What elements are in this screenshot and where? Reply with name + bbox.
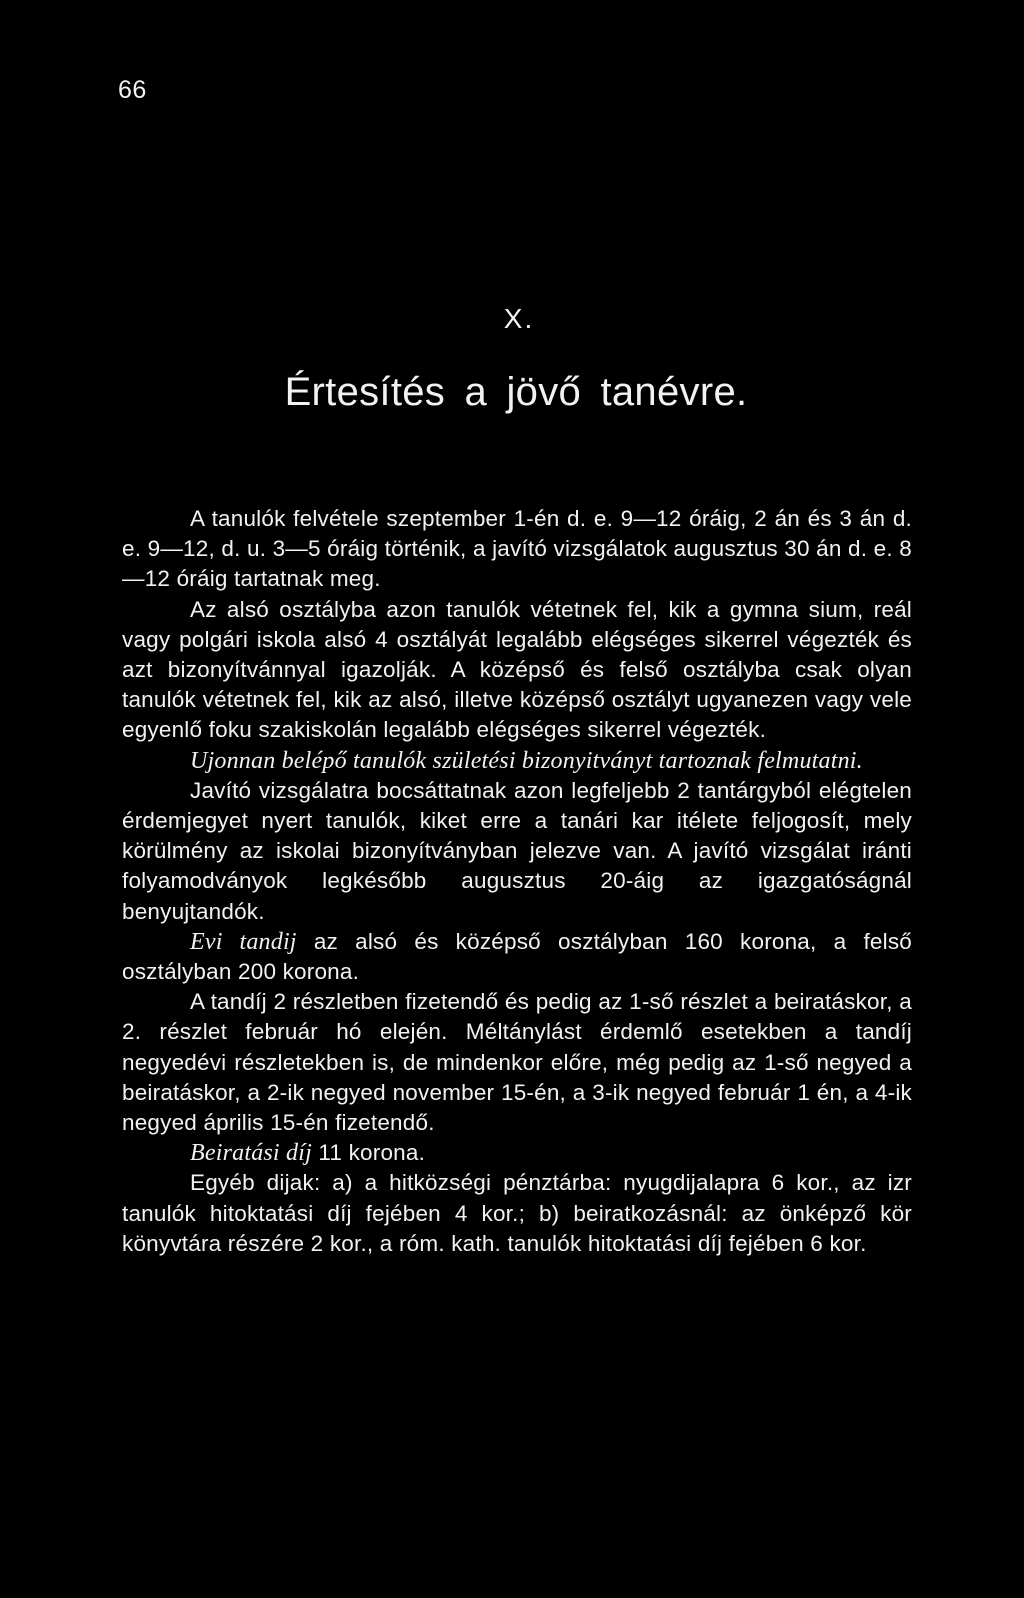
- section-number: X.: [503, 303, 535, 334]
- emphasis-enrollment-fee: Beiratási díj: [190, 1140, 312, 1167]
- page-title: Értesítés a jövő tanévre.: [284, 370, 748, 414]
- paragraph-admission-dates: A tanulók felvétele szeptember 1-én d. e. 9—12 óráig, 2 án és 3 án d. e. 9—12, d. u. 3—5 óráig történik, a javító vizsgálatok augusztus 30 án d. e. 8—12 óráig tartatnak meg.: [122, 506, 913, 592]
- paragraph-enrollment-fee: Beiratási díj 11 korona.: [190, 1140, 426, 1167]
- paragraph-other-fees: Egyéb dijak: a) a hitközségi pénztárba: nyugdijalapra 6 kor., az izr tanulók hitoktatási díj fejében 4 kor.; b) beiratkozásnál: az önképző kör könyvtára részére 2 kor., a róm. kath. tanulók hitoktatási díj fejében 6 kor.: [122, 1170, 912, 1256]
- page-number: 66: [118, 76, 147, 104]
- paragraph-annual-tuition: Evi tandij az alsó és középső osztályban 160 korona, a felső osztályban 200 korona.: [122, 928, 913, 985]
- paragraph-birth-certificate: [122, 746, 912, 776]
- emphasis-birth-certificate: Ujonnan belépő tanulók születési bizonyitványt tartoznak felmutatni.: [190, 747, 863, 774]
- paragraph-admission-requirements: Az alsó osztályba azon tanulók vétetnek fel, kik a gymna sium, reál vagy polgári iskola alsó 4 osztályát legalább elégséges sikerrel végezték és azt bizonyítvánnyal igazolják. A középső és felső osztályba csak olyan tanulók vétetnek fel, kik az alsó, illetve középső osztályt ugyanezen vagy vele egyenlő foku szakiskolán legalább elégséges sikerrel végezték.: [122, 596, 912, 743]
- body-text: [122, 504, 912, 1259]
- paragraph-tuition-installments: A tandíj 2 részletben fizetendő és pedig az 1-ső részlet a beiratáskor, a 2. részlet február hó elején. Méltánylást érdemlő esetekben a tandíj negyedévi részletekben is, de mindenkor előre, még pedig az 1-ső negyed a beiratáskor, a 2-ik negyed november 15-én, a 3-ik negyed február 1 én, a 4-ik negyed április 15-én fizetendő.: [122, 989, 912, 1136]
- emphasis-annual-tuition: Evi tandij: [190, 928, 297, 955]
- paragraph-remedial-exam: Javító vizsgálatra bocsáttatnak azon legfeljebb 2 tantárgyból elégtelen érdemjegyet nyert tanulók, kiket erre a tanári kar itélete feljogosít, mely körülmény az iskolai bizonyítványban jelezve van. A javító vizsgálat iránti folyamodványok legkésőbb augusztus 20-áig az igazgatóságnál benyujtandók.: [122, 777, 912, 924]
